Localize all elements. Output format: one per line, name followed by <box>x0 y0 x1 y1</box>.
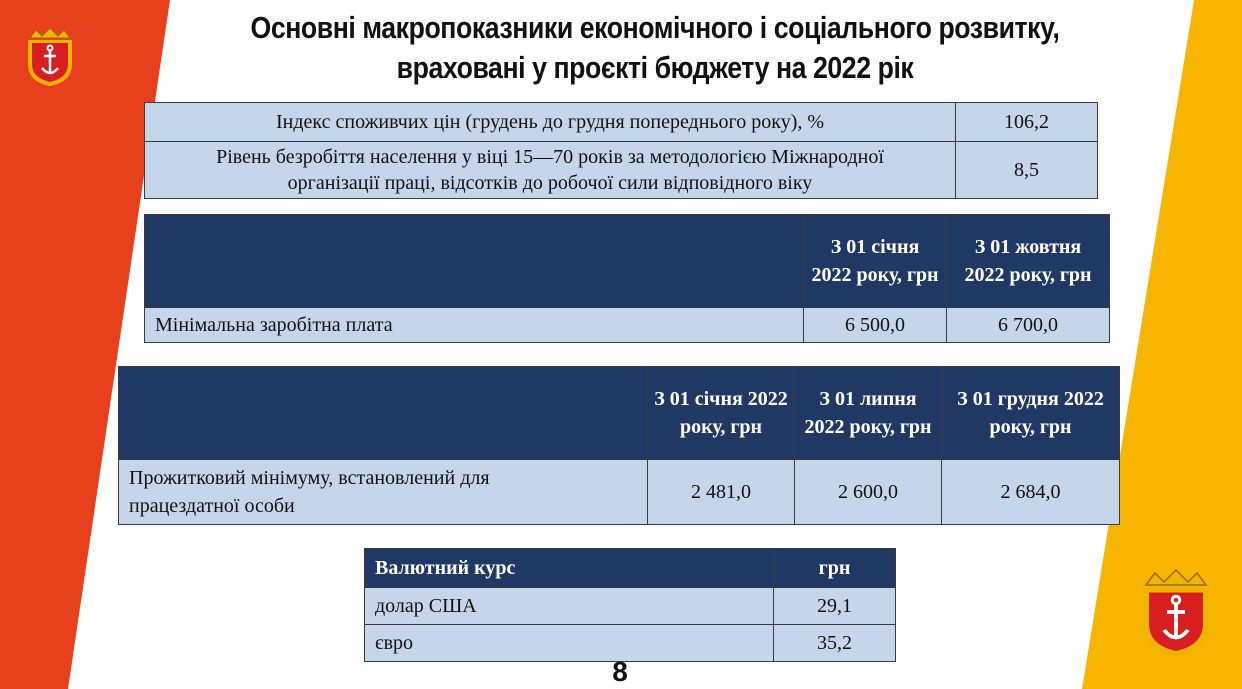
page-title <box>221 8 1090 88</box>
subsistence-label <box>119 460 648 525</box>
subsistence-table <box>118 366 1120 525</box>
table-row <box>145 103 1098 142</box>
table-header-row <box>365 549 896 588</box>
subsistence-value-jul: 2 600,0 <box>795 460 942 525</box>
min-wage-label: Мінімальна заробітна плата <box>145 308 804 343</box>
table-row <box>365 588 896 625</box>
page-number: 8 <box>612 656 628 687</box>
min-wage-table <box>144 214 1110 343</box>
currency-table <box>364 548 896 662</box>
table-header-row <box>145 215 1110 308</box>
subsistence-header-jan: З 01 січня 2022 року, грн <box>648 367 795 460</box>
currency-header-label: Валютний курс <box>365 549 774 588</box>
unemployment-label-line-1: Рівень безробіття населення у віці 15—70 років за методологією Міжнародної <box>216 146 884 168</box>
table-row <box>119 460 1120 525</box>
unemployment-label <box>145 142 956 199</box>
table-row <box>145 142 1098 199</box>
unemployment-label-line-2: організації праці, відсотків до робочої сили відповідного віку <box>287 172 813 194</box>
min-wage-header-jan: З 01 січня 2022 року, грн <box>804 215 947 308</box>
currency-name-usd: долар США <box>365 588 774 625</box>
odesa-coat-of-arms-icon <box>1134 562 1218 662</box>
subsistence-header-jul: З 01 липня 2022 року, грн <box>795 367 942 460</box>
subsistence-label-line-2: працездатної особи <box>129 495 295 517</box>
table-row <box>145 308 1110 343</box>
subsistence-header-dec: З 01 грудня 2022 року, грн <box>942 367 1120 460</box>
title-line-1: Основні макропоказники економічного і соціального розвитку, <box>250 10 1060 45</box>
min-wage-header-oct: З 01 жовтня 2022 року, грн <box>947 215 1110 308</box>
indicators-table <box>144 102 1098 199</box>
subsistence-label-line-1: Прожитковий мінімуму, встановлений для <box>129 467 490 489</box>
currency-header-unit: грн <box>774 549 896 588</box>
cpi-value: 106,2 <box>956 103 1098 142</box>
empty-header-cell <box>145 215 804 308</box>
unemployment-value: 8,5 <box>956 142 1098 199</box>
subsistence-value-dec: 2 684,0 <box>942 460 1120 525</box>
currency-name-eur: євро <box>365 625 774 662</box>
subsistence-value-jan: 2 481,0 <box>648 460 795 525</box>
empty-header-cell <box>119 367 648 460</box>
cpi-label: Індекс споживчих цін (грудень до грудня попереднього року), % <box>145 103 956 142</box>
table-header-row <box>119 367 1120 460</box>
min-wage-value-jan: 6 500,0 <box>804 308 947 343</box>
odesa-coat-of-arms-icon <box>22 24 78 88</box>
currency-value-eur: 35,2 <box>774 625 896 662</box>
title-line-2: враховані у проєкті бюджету на 2022 рік <box>396 50 914 85</box>
currency-value-usd: 29,1 <box>774 588 896 625</box>
min-wage-value-oct: 6 700,0 <box>947 308 1110 343</box>
